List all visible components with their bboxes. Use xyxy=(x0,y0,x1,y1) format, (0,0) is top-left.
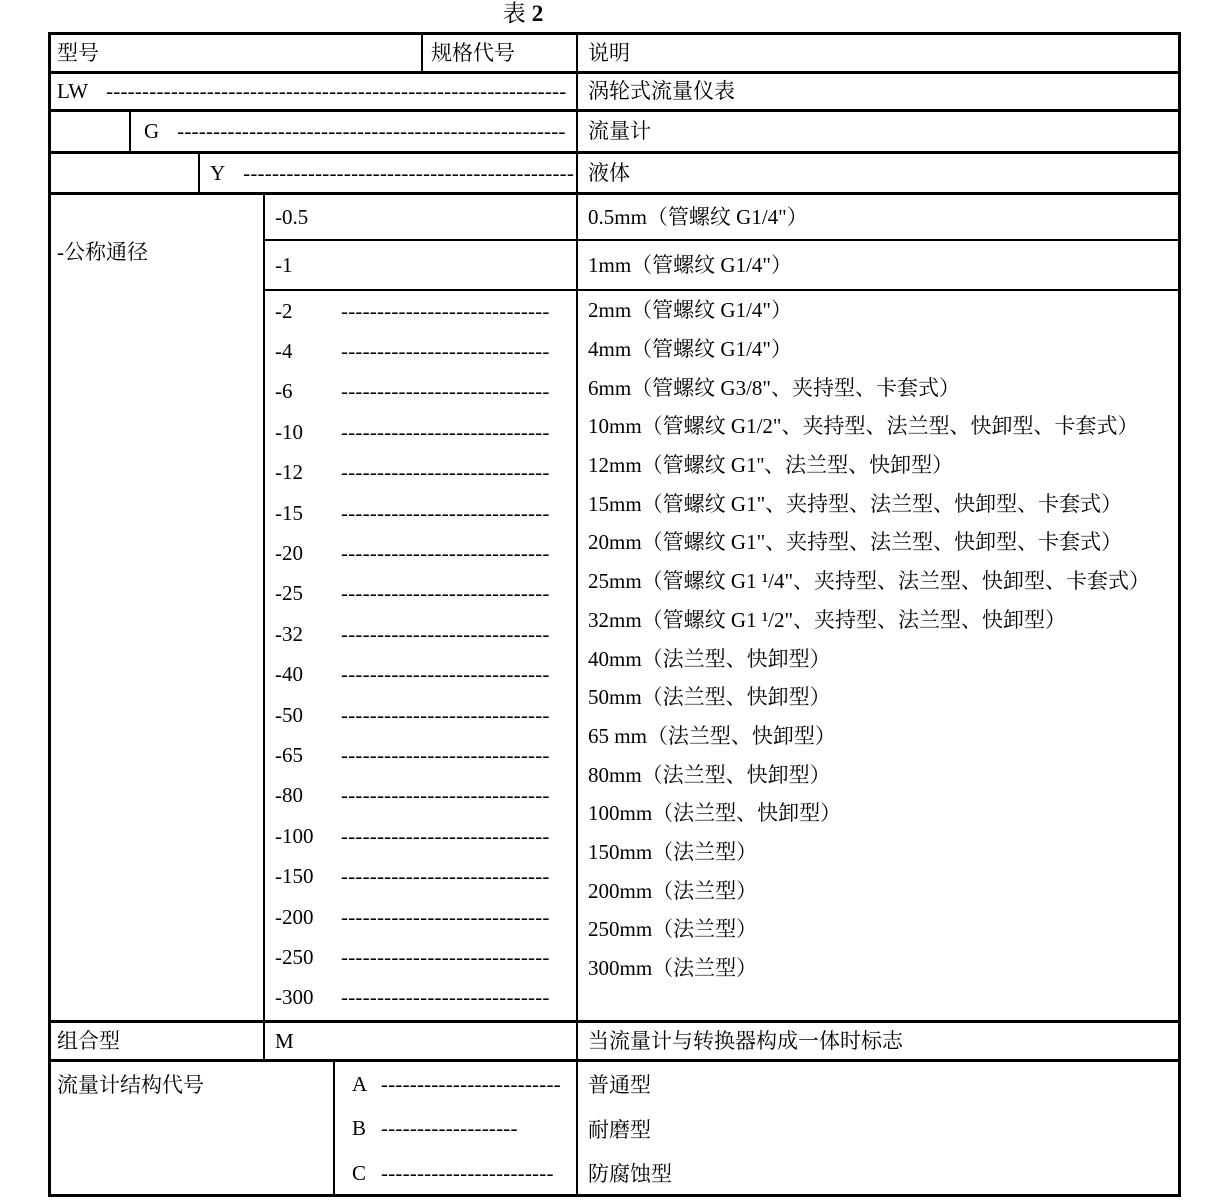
dn-item-code: -12 xyxy=(275,460,303,485)
dn-item-code: -50 xyxy=(275,702,303,727)
dash-run: ----------------------------- xyxy=(341,500,550,525)
dn-item-code: -10 xyxy=(275,419,303,444)
structure-item-code: C xyxy=(352,1160,367,1185)
dash-run: ------------------- xyxy=(381,1116,518,1141)
grid-line xyxy=(576,32,578,1197)
dn-item xyxy=(275,412,575,452)
dn-desc-line: 32mm（管螺纹 G1 ¹/2"、夹持型、法兰型、快卸型） xyxy=(588,607,1067,632)
abc-code-list xyxy=(352,1062,576,1196)
dn-item-code: -250 xyxy=(275,944,314,969)
dn-desc-line: 6mm（管螺纹 G3/8"、夹持型、卡套式） xyxy=(588,375,960,400)
dn-desc-line: 4mm（管螺纹 G1/4"） xyxy=(588,337,792,362)
dash-run: ----------------------------- xyxy=(341,541,550,566)
code-g: G xyxy=(144,119,160,144)
row-dn1-code: -1 xyxy=(275,252,293,277)
dash-run: ----------------------------- xyxy=(341,460,550,485)
structure-item-desc: 耐磨型 xyxy=(588,1117,651,1142)
dn-item xyxy=(275,695,575,735)
row-y-desc: 液体 xyxy=(588,160,630,185)
grid-line xyxy=(198,151,200,195)
dash-run: ----------------------------- xyxy=(341,379,550,404)
dash-run: ------------------------- xyxy=(381,1071,561,1096)
structure-item-desc: 普通型 xyxy=(588,1073,651,1098)
dn-item-code: -25 xyxy=(275,581,303,606)
structure-item-desc: 防腐蚀型 xyxy=(588,1162,672,1187)
row-lw-desc: 涡轮式流量仪表 xyxy=(588,79,735,104)
row-combined-code: M xyxy=(275,1028,294,1053)
dash-run: ------------------------------------------------------ xyxy=(177,119,566,144)
structure-item-code: B xyxy=(352,1116,367,1141)
dn-code-list xyxy=(275,291,575,1019)
row-dn05-code: -0.5 xyxy=(275,204,309,229)
dn-desc-line: 200mm（法兰型） xyxy=(588,878,758,903)
dn-item xyxy=(275,453,575,493)
dn-item xyxy=(275,533,575,573)
structure-item xyxy=(352,1062,576,1107)
structure-item-code: A xyxy=(352,1071,368,1096)
row-g-code xyxy=(144,112,566,151)
spec-table xyxy=(48,32,1181,1197)
dn-desc-line: 40mm（法兰型、快卸型） xyxy=(588,646,831,671)
dn-item xyxy=(275,816,575,856)
row-y-code xyxy=(210,154,574,192)
dn-desc-line: 10mm（管螺纹 G1/2"、夹持型、法兰型、快卸型、卡套式） xyxy=(588,414,1139,439)
dn-desc-line: 2mm（管螺纹 G1/4"） xyxy=(588,298,792,323)
dn-item xyxy=(275,331,575,371)
dn-item-code: -32 xyxy=(275,621,303,646)
dn-item xyxy=(275,614,575,654)
dn-item-code: -4 xyxy=(275,339,293,364)
grid-line xyxy=(263,192,265,1062)
dn-item-code: -80 xyxy=(275,783,303,808)
dn-item-code: -150 xyxy=(275,864,314,889)
row-lw-code xyxy=(57,74,566,109)
dash-run: ----------------------------- xyxy=(341,662,550,687)
dn-item xyxy=(275,655,575,695)
dn-item xyxy=(275,291,575,331)
dash-run: ----------------------------- xyxy=(341,783,550,808)
dn-item xyxy=(275,937,575,977)
dash-run: ----------------------------- xyxy=(341,581,550,606)
dn-item-code: -200 xyxy=(275,904,314,929)
grid-line xyxy=(333,1059,335,1197)
dn-desc-line: 15mm（管螺纹 G1"、夹持型、法兰型、快卸型、卡套式） xyxy=(588,491,1123,516)
dn-desc-line: 100mm（法兰型、快卸型） xyxy=(588,801,842,826)
dn-item-code: -300 xyxy=(275,985,314,1010)
dash-run: ----------------------------- xyxy=(341,904,550,929)
dash-run: ----------------------------- xyxy=(341,742,550,767)
row-dn05-desc: 0.5mm（管螺纹 G1/4"） xyxy=(588,204,808,229)
dn-item xyxy=(275,372,575,412)
dn-desc-line: 12mm（管螺纹 G1''、法兰型、快卸型） xyxy=(588,453,954,478)
structure-item xyxy=(352,1151,576,1196)
structure-item xyxy=(352,1107,576,1152)
table-title-prefix: 表 xyxy=(502,1,526,26)
dn-desc-line: 150mm（法兰型） xyxy=(588,839,758,864)
dash-run: ----------------------------- xyxy=(341,985,550,1010)
dn-item xyxy=(275,735,575,775)
header-model: 型号 xyxy=(57,40,99,65)
abc-desc-list xyxy=(588,1062,1180,1196)
table-title xyxy=(0,0,1046,28)
dn-desc-line: 20mm（管螺纹 G1"、夹持型、法兰型、快卸型、卡套式） xyxy=(588,530,1123,555)
dn-desc-line: 50mm（法兰型、快卸型） xyxy=(588,685,831,710)
dn-item-code: -20 xyxy=(275,541,303,566)
dn-item-code: -40 xyxy=(275,662,303,687)
row-combined-desc: 当流量计与转换器构成一体时标志 xyxy=(588,1028,903,1053)
dash-run: ----------------------------- xyxy=(341,339,550,364)
code-y: Y xyxy=(210,160,226,185)
dash-run: ----------------------------- xyxy=(341,944,550,969)
dash-run: ------------------------ xyxy=(381,1160,554,1185)
dn-item xyxy=(275,574,575,614)
dash-run: ----------------------------- xyxy=(341,419,550,444)
table-title-number: 2 xyxy=(531,1,544,26)
dash-run: ---------------------------------------------- xyxy=(243,160,575,185)
dn-item xyxy=(275,978,575,1018)
grid-line xyxy=(421,32,423,74)
dn-item-code: -2 xyxy=(275,298,293,323)
header-spec-code: 规格代号 xyxy=(431,40,515,65)
dn-desc-line: 300mm（法兰型） xyxy=(588,956,758,981)
dn-item xyxy=(275,897,575,937)
dn-item-code: -65 xyxy=(275,742,303,767)
nominal-diameter-label: -公称通径 xyxy=(57,239,148,264)
dn-desc-list xyxy=(588,290,1180,990)
row-g-desc: 流量计 xyxy=(588,119,651,144)
dn-item-code: -100 xyxy=(275,823,314,848)
structure-label: 流量计结构代号 xyxy=(57,1072,204,1097)
dash-run: ----------------------------- xyxy=(341,621,550,646)
header-description: 说明 xyxy=(588,40,630,65)
dn-item xyxy=(275,493,575,533)
dash-run: ----------------------------- xyxy=(341,864,550,889)
row-dn1-desc: 1mm（管螺纹 G1/4"） xyxy=(588,252,792,277)
dn-desc-line: 25mm（管螺纹 G1 ¹/4"、夹持型、法兰型、快卸型、卡套式） xyxy=(588,569,1151,594)
dash-run: ----------------------------- xyxy=(341,702,550,727)
grid-line xyxy=(48,32,51,1197)
dash-run: ---------------------------------------------------------------- xyxy=(106,79,567,104)
dn-desc-line: 250mm（法兰型） xyxy=(588,917,758,942)
code-lw: LW xyxy=(57,79,89,104)
dn-desc-line: 80mm（法兰型、快卸型） xyxy=(588,762,831,787)
grid-line xyxy=(129,109,131,154)
row-combined-label: 组合型 xyxy=(57,1028,120,1053)
dn-item xyxy=(275,776,575,816)
dn-item-code: -15 xyxy=(275,500,303,525)
dn-desc-line: 65 mm（法兰型、快卸型） xyxy=(588,723,836,748)
dash-run: ----------------------------- xyxy=(341,298,550,323)
dn-item xyxy=(275,856,575,896)
dash-run: ----------------------------- xyxy=(341,823,550,848)
dn-item-code: -6 xyxy=(275,379,293,404)
